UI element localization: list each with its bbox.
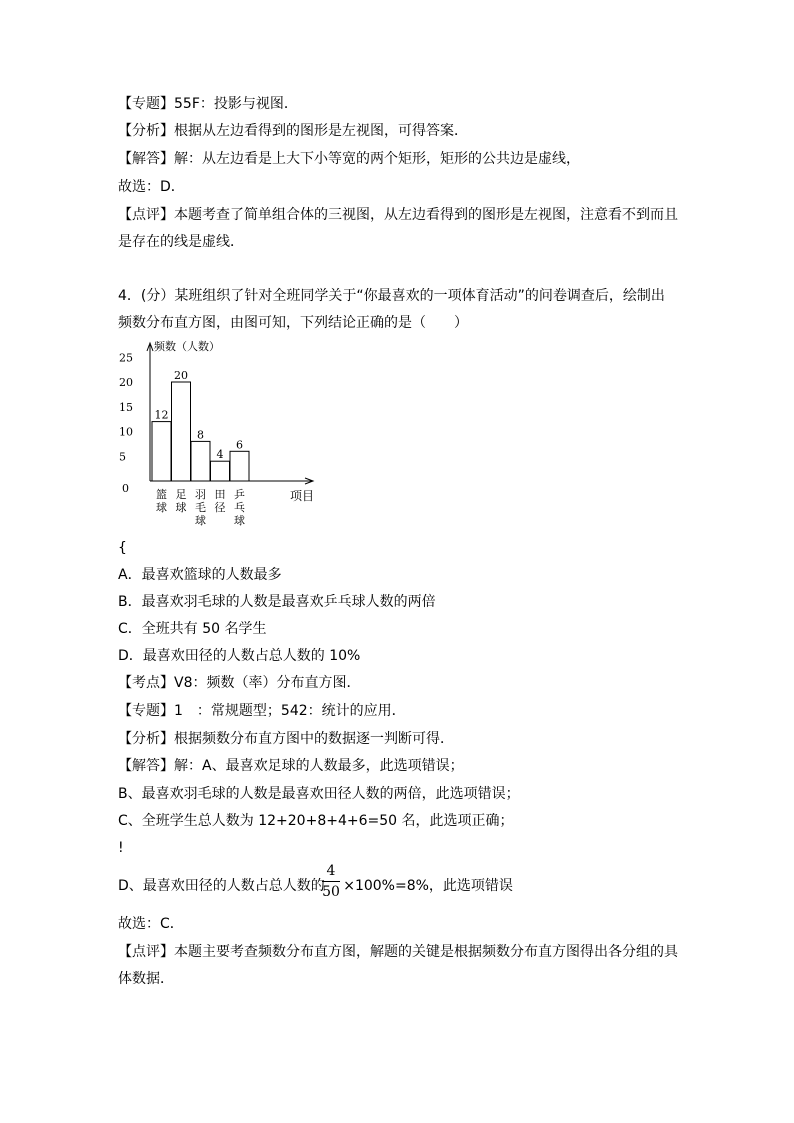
text-run: B、最喜欢羽毛球的人数是最喜欢田径人数的两倍，此选项错误； <box>118 786 520 802</box>
fraction-bar <box>322 881 340 882</box>
bar-3 <box>211 461 230 481</box>
text-line <box>118 592 436 612</box>
text-line <box>118 121 468 141</box>
bar-1 <box>172 382 191 481</box>
section-tag: 【点评】 <box>118 207 174 223</box>
text-run: ! <box>118 840 124 856</box>
section-tag: 【专题】 <box>118 96 174 112</box>
text-line <box>118 701 406 721</box>
fraction-denominator: 50 <box>322 884 340 900</box>
text-run: 根据频数分布直方图中的数据逐一判断可得． <box>174 731 454 747</box>
text-line <box>118 538 127 558</box>
y-tick-label: 10 <box>119 425 133 439</box>
y-axis-label: 频数（人数） <box>154 340 220 353</box>
text-line <box>118 811 514 831</box>
text-run: D、最喜欢田径的人数占总人数的 <box>118 878 325 894</box>
text-line <box>118 914 184 934</box>
text-line <box>118 876 513 896</box>
section-tag: 【解答】 <box>118 758 174 774</box>
data-label: 4 <box>216 448 224 462</box>
text-line <box>118 313 468 333</box>
text-run: C、全班学生总人数为 12+20+8+4+6=50 名，此选项正确； <box>118 813 514 829</box>
section-tag: 【考点】 <box>118 675 174 691</box>
bar-0 <box>152 422 171 481</box>
text-run: A．最喜欢篮球的人数最多 <box>118 567 282 583</box>
text-run: 本题考查了简单组合体的三视图，从左边看得到的图形是左视图，注意看不到而且 <box>174 207 678 223</box>
bar-4 <box>230 451 249 481</box>
text-run: V8：频数（率）分布直方图． <box>174 675 361 691</box>
text-run: 频数分布直方图，由图可知，下列结论正确的是（ ） <box>118 315 468 331</box>
text-run: 体数据． <box>118 971 174 987</box>
text-run: D．最喜欢田径的人数占总人数的 10% <box>118 648 361 664</box>
text-line <box>118 177 185 197</box>
category-label: 田径 <box>214 488 226 514</box>
data-label: 8 <box>197 428 204 442</box>
text-run: 本题主要考查频数分布直方图，解题的关键是根据频数分布直方图得出各分组的具 <box>174 944 678 960</box>
text-run: 根据从左边看得到的图形是左视图，可得答案． <box>174 123 468 139</box>
text-line <box>118 756 464 776</box>
y-tick-label: 15 <box>119 400 133 414</box>
x-axis-label: 项目 <box>290 489 315 503</box>
section-tag: 【点评】 <box>118 944 174 960</box>
text-run: 解：从左边看是上大下小等宽的两个矩形，矩形的公共边是虚线， <box>174 151 580 167</box>
text-run: 是存在的线是虚线． <box>118 234 244 250</box>
frequency-histogram <box>112 335 332 535</box>
y-tick-label: 25 <box>119 351 133 365</box>
data-label: 6 <box>236 438 243 452</box>
category-label: 足球 <box>175 488 187 514</box>
data-label: 12 <box>154 408 169 422</box>
category-label: 篮球 <box>156 488 167 514</box>
text-line <box>118 784 520 804</box>
text-run: 解：A、最喜欢足球的人数最多，此选项错误； <box>174 758 464 774</box>
data-label: 20 <box>174 369 188 382</box>
text-line <box>118 149 580 169</box>
section-tag: 【分析】 <box>118 123 174 139</box>
y-tick-label: 0 <box>122 482 129 495</box>
text-line <box>118 838 124 858</box>
fraction-numerator: 4 <box>326 863 336 879</box>
category-label: 羽毛球 <box>195 488 206 527</box>
y-tick-label: 5 <box>119 450 126 464</box>
text-run: 故选：C． <box>118 916 184 932</box>
text-line <box>118 232 244 252</box>
fraction-4-over-50 <box>322 862 340 901</box>
section-tag: 【专题】 <box>118 703 174 719</box>
text-run: 故选：D． <box>118 179 185 195</box>
text-run: C．全班共有 50 名学生 <box>118 621 267 637</box>
text-run: 4．(分）某班组织了针对全班同学关于“你最喜欢的一项体育活动”的问卷调查后，绘制出 <box>118 288 665 304</box>
text-line <box>118 94 298 114</box>
bar-2 <box>191 441 210 481</box>
text-line <box>118 673 360 693</box>
text-run: 55F：投影与视图． <box>174 96 298 112</box>
section-tag: 【解答】 <box>118 151 174 167</box>
text-run: { <box>118 540 127 556</box>
text-line <box>118 619 267 639</box>
text-line <box>118 286 665 306</box>
text-run: B．最喜欢羽毛球的人数是最喜欢乒乓球人数的两倍 <box>118 594 436 610</box>
section-tag: 【分析】 <box>118 731 174 747</box>
text-line <box>118 205 678 225</box>
text-line <box>118 646 360 666</box>
text-run: ×100%=8%，此选项错误 <box>343 878 513 894</box>
text-line <box>118 729 454 749</box>
text-line <box>118 942 678 962</box>
text-line <box>118 565 282 585</box>
category-label: 乒乓球 <box>234 488 245 527</box>
text-run: 1 ：常规题型；542：统计的应用． <box>174 703 406 719</box>
text-line <box>118 969 174 989</box>
y-tick-label: 20 <box>119 376 133 389</box>
